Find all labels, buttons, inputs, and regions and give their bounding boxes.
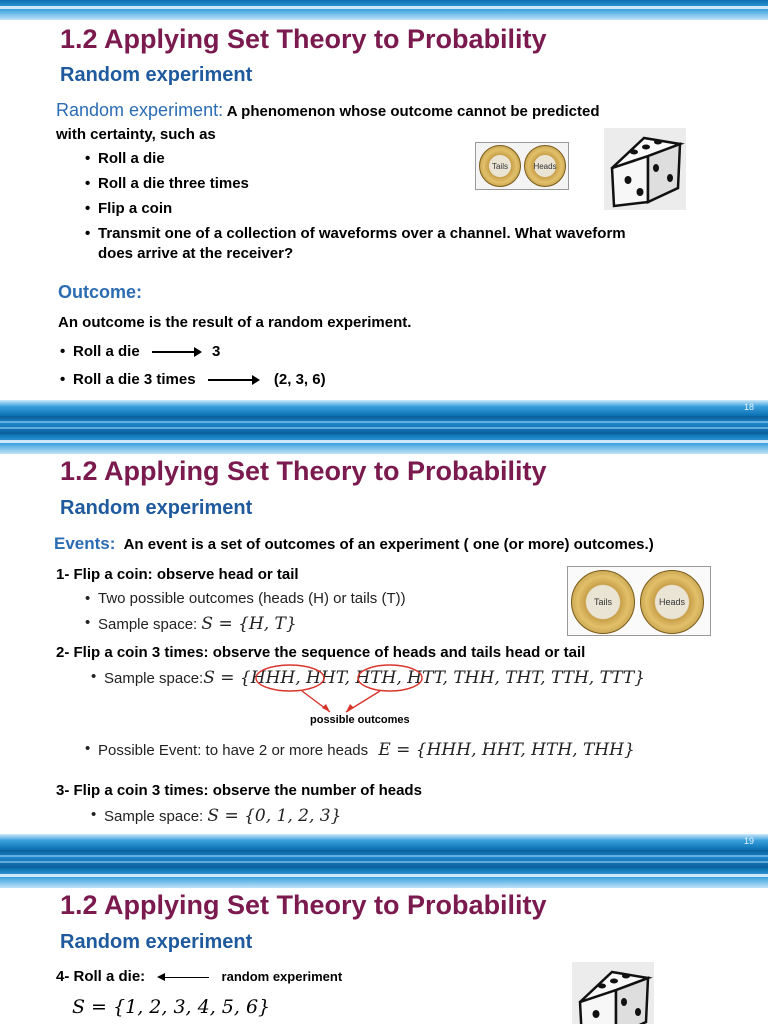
page-number: 18 [743, 402, 754, 412]
coin-heads: Heads [524, 145, 566, 187]
outcome-hth: HTH [355, 668, 397, 688]
item1-heading: 1- Flip a coin: observe head or tail [56, 566, 299, 583]
item1-bullet: • Sample space: S = {H, T} [98, 614, 297, 634]
definition-line [56, 100, 600, 121]
slide-divider [0, 850, 768, 868]
item3-bullet: • Sample space: S = {0, 1, 2, 3} [104, 806, 341, 826]
slide-18 [0, 0, 768, 416]
outcome-text: An outcome is the result of a random experiment. [58, 314, 412, 331]
item2-bullet: • Possible Event: to have 2 or more heads E = {HHH, HHT, HTH, THH} [98, 740, 635, 760]
outcome-hhh: HHH [250, 668, 296, 688]
slide-subtitle: Random experiment [60, 64, 253, 86]
callout-label: possible outcomes [310, 714, 410, 726]
sample-space-math: S = {0, 1, 2, 3} [207, 806, 342, 826]
slide-title: 1.2 Applying Set Theory to Probability [60, 890, 547, 920]
example-item-continued: does arrive at the receiver? [98, 245, 294, 262]
sample-space-math: S = {H, T} [201, 614, 297, 634]
example-item: • Roll a die [98, 150, 165, 167]
dice-image [604, 128, 686, 210]
definition-text: A phenomenon whose outcome cannot be predicted [226, 103, 600, 120]
slide-subtitle: Random experiment [60, 931, 253, 953]
outcome-item: • Roll a die 3 [73, 343, 220, 360]
example-item: • Flip a coin [98, 200, 172, 217]
sample-space-math: S = {HHH, HHT, HTH, HTT, THH, THT, TTH, TTT} [203, 668, 646, 688]
outcome-heading: Outcome: [58, 282, 143, 302]
item2-bullet: • Sample space:S = {HHH, HHT, HTH, HTT, THH, THT, TTH, TTT} [104, 668, 645, 688]
item4-heading: 4- Roll a die: random experiment [56, 968, 343, 985]
callout-annotation [250, 658, 450, 718]
slide-title: 1.2 Applying Set Theory to Probability [60, 24, 547, 54]
slide-title: 1.2 Applying Set Theory to Probability [60, 456, 547, 486]
item1-bullet: • Two possible outcomes (heads (H) or tails (T)) [98, 590, 406, 607]
slide-19 [0, 434, 768, 850]
definition-text-continued: with certainty, such as [56, 126, 216, 143]
arrow-right-icon [208, 379, 258, 381]
item3-heading: 3- Flip a coin 3 times: observe the number of heads [56, 782, 422, 799]
item2-heading: 2- Flip a coin 3 times: observe the sequence of heads and tails head or tail [56, 644, 586, 661]
arrow-left-icon [159, 977, 209, 978]
example-item: • Roll a die three times [98, 175, 249, 192]
coin-tails: Tails [571, 570, 635, 634]
events-text: An event is a set of outcomes of an experiment ( one (or more) outcomes.) [123, 536, 654, 553]
example-item: • Transmit one of a collection of waveforms over a channel. What waveform [98, 225, 626, 242]
slide-bottom-band [0, 400, 768, 416]
event-math: E = {HHH, HHT, HTH, THH} [378, 740, 635, 760]
slide-divider [0, 416, 768, 434]
slide-top-band [0, 0, 768, 20]
events-definition [54, 534, 654, 554]
page-number: 19 [743, 836, 754, 846]
item4-note: random experiment [221, 969, 343, 984]
coin-heads: Heads [640, 570, 704, 634]
coins-image [475, 142, 569, 190]
outcome-item: • Roll a die 3 times (2, 3, 6) [73, 371, 326, 388]
definition-term: Random experiment: [56, 100, 224, 120]
slide-top-band [0, 868, 768, 888]
slide-top-band [0, 434, 768, 454]
slide-bottom-band [0, 834, 768, 850]
sample-space-math: S = {1, 2, 3, 4, 5, 6} [72, 996, 271, 1018]
coins-image [567, 566, 711, 636]
outcome-hht: HHT [306, 668, 345, 688]
slide-20 [0, 868, 768, 1024]
slide-subtitle: Random experiment [60, 497, 253, 519]
events-term: Events: [54, 534, 116, 553]
coin-tails: Tails [479, 145, 521, 187]
arrow-right-icon [152, 351, 200, 353]
dice-image [572, 962, 654, 1024]
